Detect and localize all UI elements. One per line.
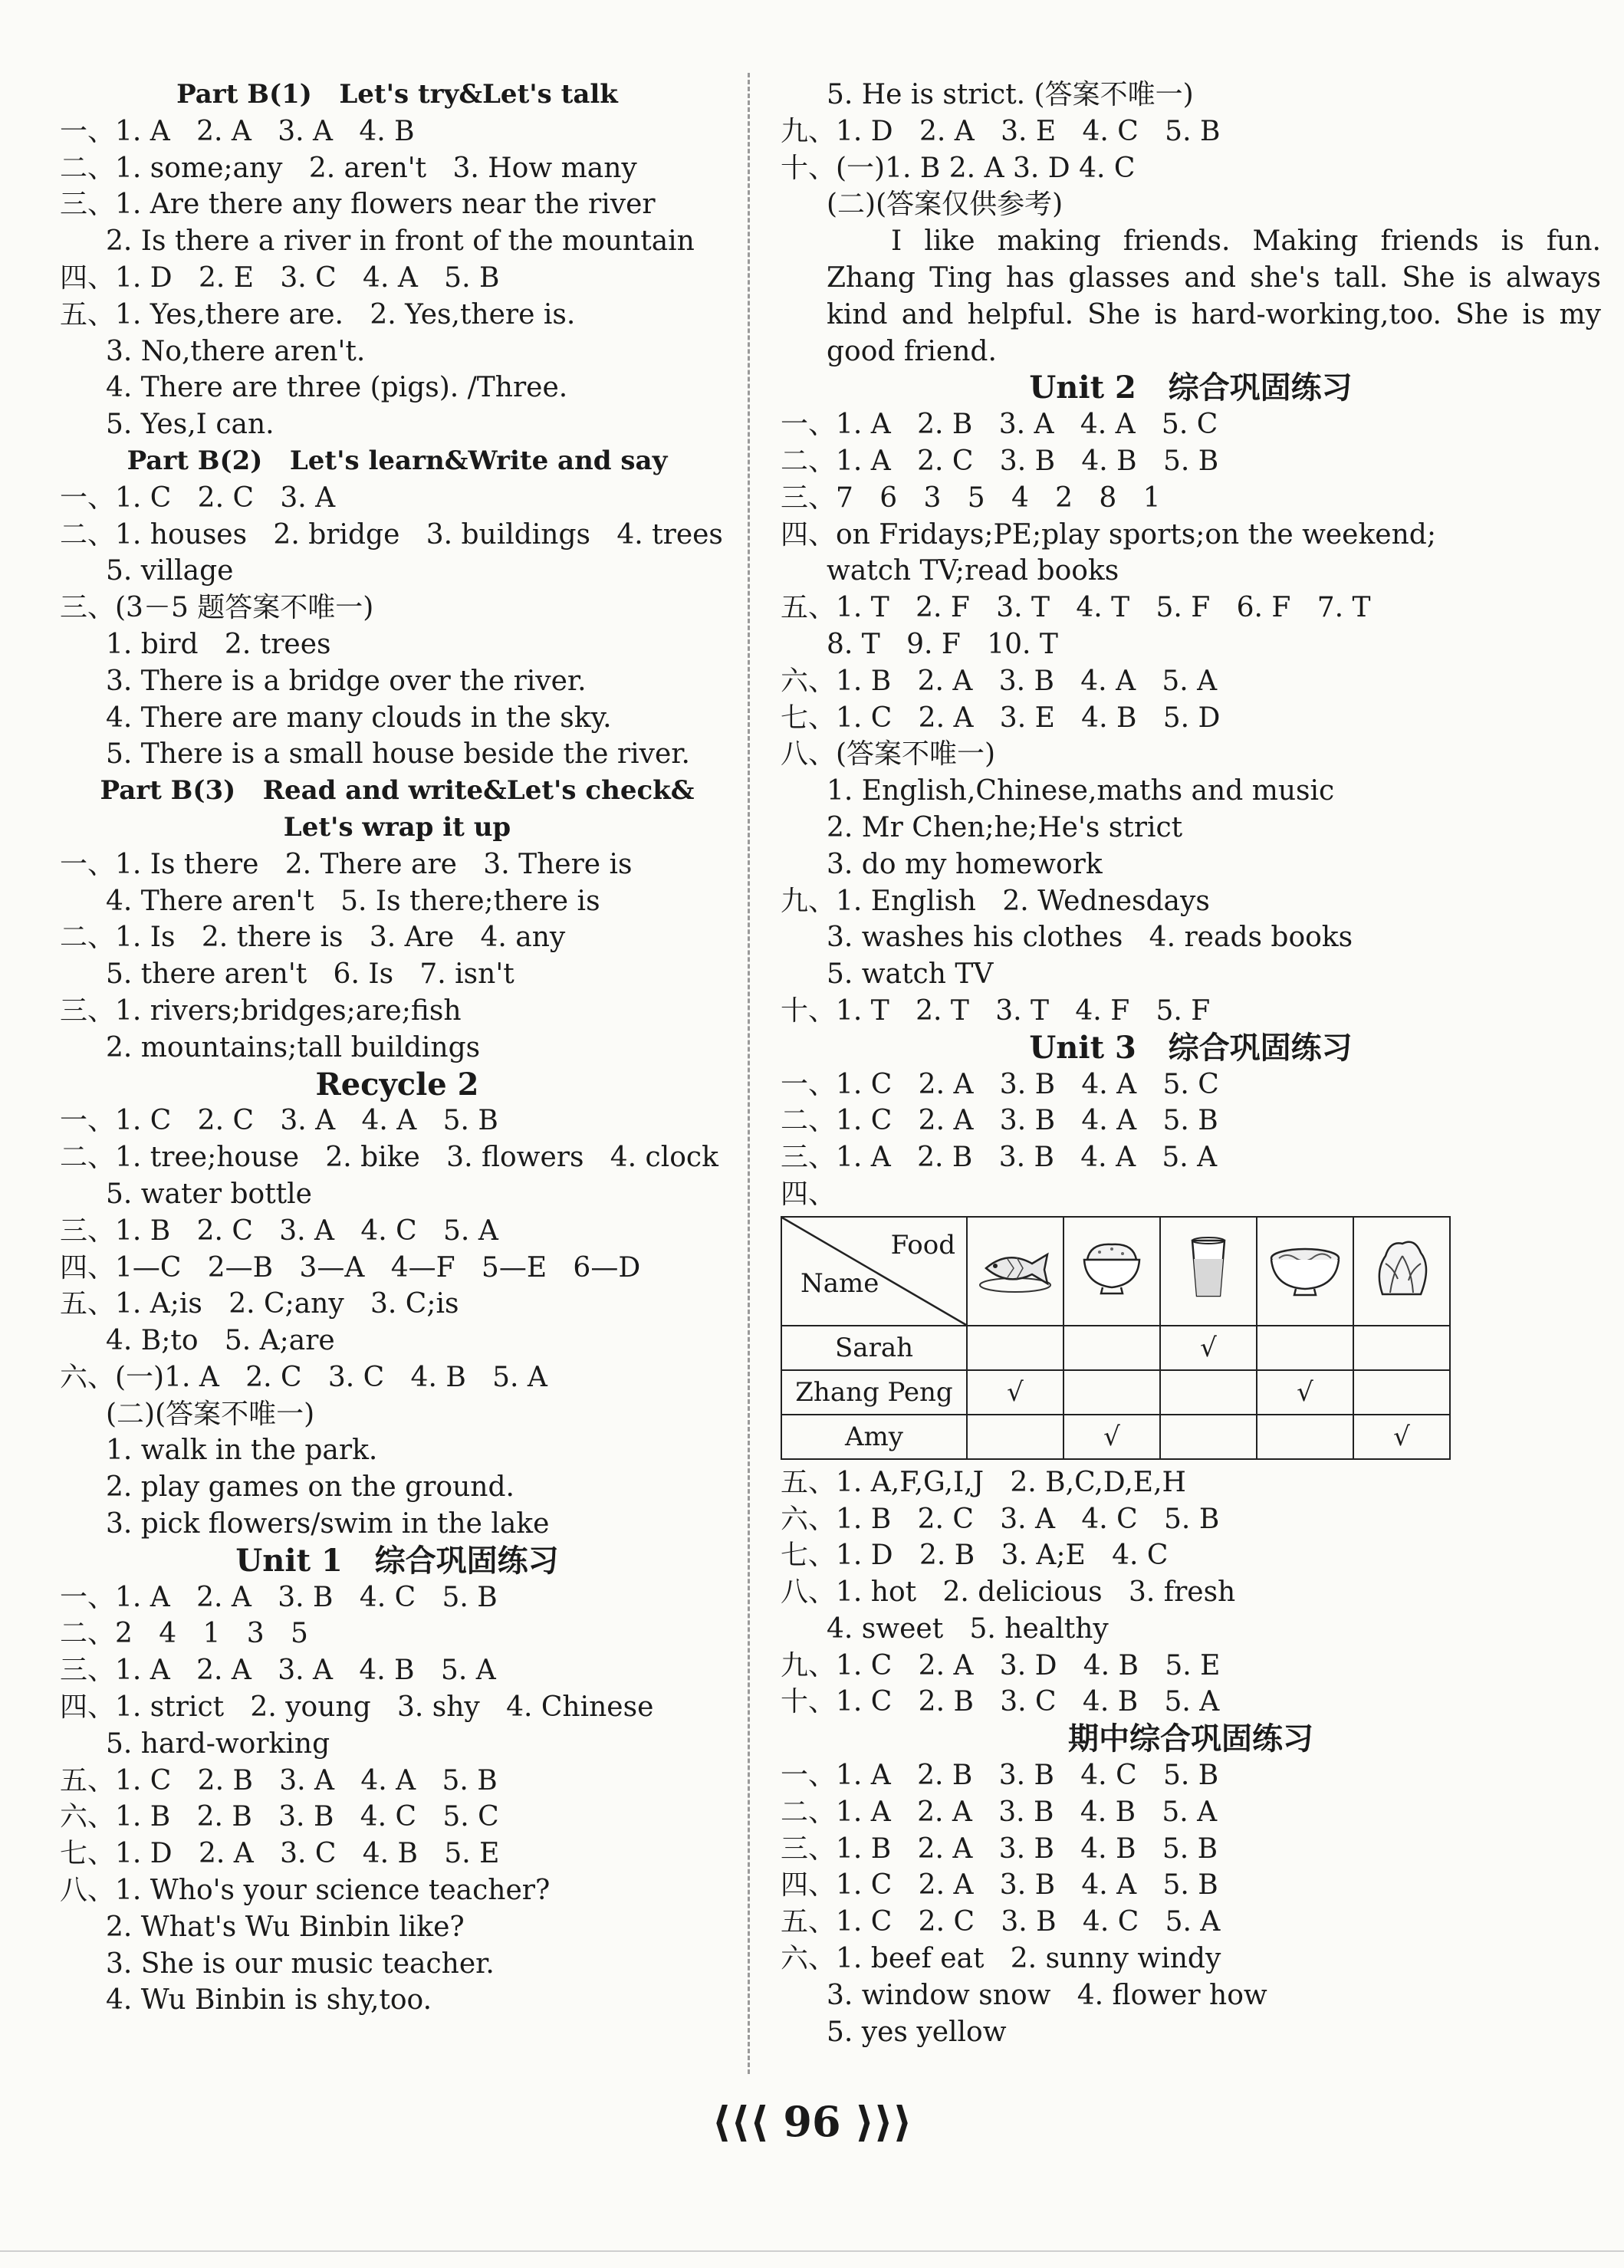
noodles-icon: [1257, 1217, 1353, 1326]
answer-line: 七、1. C 2. A 3. E 4. B 5. D: [781, 702, 1221, 734]
answer-line: 4. Wu Binbin is shy,too.: [106, 1984, 432, 2017]
answer-line: 三、1. Are there any flowers near the river: [60, 189, 656, 221]
answer-line: 1. English,Chinese,maths and music: [827, 775, 1335, 807]
page-number-text: 96: [783, 2097, 841, 2146]
table-row: [781, 1326, 1450, 1370]
check-cell: [1257, 1326, 1353, 1370]
section-heading: Unit 2 综合巩固练习: [1029, 370, 1353, 406]
check-cell: [1063, 1370, 1160, 1415]
answer-line: 4. There are three (pigs). /Three.: [106, 372, 568, 404]
check-cell: √: [1063, 1415, 1160, 1459]
answer-line: 4. There are many clouds in the sky.: [106, 702, 612, 734]
right-mid-block: [781, 370, 1601, 1212]
answer-line: 七、1. D 2. B 3. A;E 4. C: [781, 1540, 1169, 1572]
answer-line: 3. She is our music teacher.: [106, 1948, 495, 1980]
answer-line: 一、1. A 2. B 3. A 4. A 5. C: [781, 409, 1218, 441]
answer-line: 二、1. A 2. A 3. B 4. B 5. A: [781, 1796, 1218, 1828]
answer-line: 九、1. C 2. A 3. D 4. B 5. E: [781, 1649, 1221, 1681]
bottom-rule: [0, 2250, 1624, 2252]
answer-line: 5. water bottle: [106, 1178, 312, 1210]
answer-line: 2. What's Wu Binbin like?: [106, 1911, 465, 1943]
answer-line: 一、1. Is there 2. There are 3. There is: [60, 848, 633, 880]
table-header-row: [781, 1217, 1450, 1326]
answer-line: 二、1. A 2. C 3. B 4. B 5. B: [781, 445, 1219, 477]
answer-line: 八、1. hot 2. delicious 3. fresh: [781, 1576, 1236, 1609]
check-cell: √: [967, 1370, 1063, 1415]
answer-line: 五、1. A,F,G,I,J 2. B,C,D,E,H: [781, 1466, 1186, 1498]
answer-line: 一、1. A 2. A 3. B 4. C 5. B: [60, 1581, 498, 1613]
answer-line: 5. He is strict. (答案不唯一): [827, 79, 1194, 110]
sample-paragraph: I like making friends. Making friends is fun. Zhang Ting has glasses and she's tall. She is always kind and helpful. She is hard-working,too. She is my good friend.: [827, 225, 1601, 367]
answer-line: 5. There is a small house beside the river.: [106, 738, 690, 771]
answer-line: 1. walk in the park.: [106, 1435, 378, 1467]
header-name-label: Name: [800, 1267, 879, 1299]
header-food-label: Food: [890, 1229, 955, 1261]
answer-line: 2. mountains;tall buildings: [106, 1031, 481, 1063]
check-cell: √: [1257, 1370, 1353, 1415]
section-heading: Recycle 2: [315, 1066, 479, 1103]
answer-line: 4. sweet 5. healthy: [827, 1612, 1109, 1645]
column-divider: [748, 73, 750, 2074]
check-cell: [967, 1326, 1063, 1370]
answer-line: 二、1. C 2. A 3. B 4. A 5. B: [781, 1105, 1218, 1137]
answer-line: 三、1. B 2. C 3. A 4. C 5. A: [60, 1215, 498, 1247]
check-cell: √: [1353, 1415, 1450, 1459]
check-cell: [1353, 1326, 1450, 1370]
answer-line: 三、7 6 3 5 4 2 8 1: [781, 482, 1161, 514]
section-heading: Unit 3 综合巩固练习: [1029, 1029, 1353, 1066]
answer-line: (二)(答案仅供参考): [827, 189, 1063, 221]
answer-line: 八、1. Who's your science teacher?: [60, 1875, 551, 1907]
page-number: [0, 2097, 1624, 2146]
answer-line: 五、1. Yes,there are. 2. Yes,there is.: [60, 298, 576, 330]
answer-line: 4. There aren't 5. Is there;there is: [106, 885, 600, 917]
rice-bowl-icon: [1063, 1217, 1160, 1326]
check-cell: √: [1160, 1326, 1257, 1370]
answer-line: 5. hard-working: [106, 1727, 330, 1760]
answer-line: 二、1. some;any 2. aren't 3. How many: [60, 152, 637, 184]
right-column: [781, 77, 1601, 2050]
answer-line: 3. No,there aren't.: [106, 335, 366, 367]
answer-line: 九、1. English 2. Wednesdays: [781, 885, 1210, 917]
answer-line: 3. do my homework: [827, 848, 1103, 880]
answer-line: 一、1. A 2. A 3. A 4. B: [60, 115, 415, 147]
check-cell: [1353, 1370, 1450, 1415]
answer-line: 二、1. tree;house 2. bike 3. flowers 4. clock: [60, 1142, 718, 1174]
right-chevrons: ⟩⟩⟩: [840, 2097, 912, 2146]
answer-line: 三、1. A 2. A 3. A 4. B 5. A: [60, 1655, 496, 1687]
answer-line: 3. There is a bridge over the river.: [106, 665, 587, 697]
cabbage-icon: [1353, 1217, 1450, 1326]
answer-line: 六、1. B 2. B 3. B 4. C 5. C: [60, 1801, 499, 1833]
left-chevrons: ⟨⟨⟨: [712, 2097, 784, 2146]
answer-line: 十、1. C 2. B 3. C 4. B 5. A: [781, 1686, 1220, 1718]
table-row: [781, 1415, 1450, 1459]
section-heading: Let's wrap it up: [283, 811, 511, 843]
answer-line: 十、1. T 2. T 3. T 4. F 5. F: [781, 994, 1211, 1027]
answer-line: 六、1. beef eat 2. sunny windy: [781, 1943, 1221, 1975]
answer-line: 一、1. C 2. C 3. A: [60, 482, 336, 514]
answer-line: 五、1. A;is 2. C;any 3. C;is: [60, 1288, 459, 1320]
section-heading: Unit 1 综合巩固练习: [235, 1542, 559, 1579]
answer-line: watch TV;read books: [827, 555, 1119, 587]
answer-line: 五、1. C 2. C 3. B 4. C 5. A: [781, 1906, 1221, 1938]
answer-line: 三、1. A 2. B 3. B 4. A 5. A: [781, 1142, 1218, 1174]
check-cell: [1063, 1326, 1160, 1370]
answer-line: 5. village: [106, 555, 234, 587]
answer-line: 二、1. houses 2. bridge 3. buildings 4. trees: [60, 518, 723, 551]
diagonal-header-cell: [781, 1217, 967, 1326]
row-name-cell: Sarah: [781, 1326, 967, 1370]
section-heading: Part B(3) Read and write&Let's check&: [100, 775, 695, 807]
answer-line: 1. bird 2. trees: [106, 628, 331, 660]
answer-line: 四、1. strict 2. young 3. shy 4. Chinese: [60, 1691, 654, 1724]
answer-line: 2. Is there a river in front of the mountain: [106, 225, 695, 258]
right-bottom-block: [781, 1464, 1601, 2051]
answer-line: 二、1. Is 2. there is 3. Are 4. any: [60, 922, 566, 954]
answer-line: 8. T 9. F 10. T: [827, 628, 1058, 660]
check-cell: [1160, 1370, 1257, 1415]
answer-line: 二、2 4 1 3 5: [60, 1618, 308, 1650]
left-column: [60, 77, 735, 2019]
answer-line: 一、1. A 2. B 3. B 4. C 5. B: [781, 1760, 1219, 1792]
answer-line: 六、(一)1. A 2. C 3. C 4. B 5. A: [60, 1361, 547, 1393]
answer-line: 5. there aren't 6. Is 7. isn't: [106, 958, 514, 991]
answer-line: 3. washes his clothes 4. reads books: [827, 922, 1353, 954]
answer-line: 3. pick flowers/swim in the lake: [106, 1508, 550, 1540]
answer-line: 四、1. D 2. E 3. C 4. A 5. B: [60, 261, 500, 294]
answer-line: 三、1. B 2. A 3. B 4. B 5. B: [781, 1832, 1218, 1865]
answer-line: 3. window snow 4. flower how: [827, 1979, 1267, 2011]
check-cell: [967, 1415, 1063, 1459]
answer-line: 四、1. C 2. A 3. B 4. A 5. B: [781, 1869, 1218, 1902]
fish-icon: [967, 1217, 1063, 1326]
answer-line: 5. Yes,I can.: [106, 409, 275, 441]
answer-line: 四、: [781, 1178, 837, 1210]
answer-line: 四、on Fridays;PE;play sports;on the weekend;: [781, 518, 1436, 551]
section-heading: Part B(2) Let's learn&Write and say: [127, 445, 668, 476]
answer-line: 八、(答案不唯一): [781, 738, 996, 771]
answer-line: 5. watch TV: [827, 958, 994, 991]
water-glass-icon: [1160, 1217, 1257, 1326]
row-name-cell: Amy: [781, 1415, 967, 1459]
answer-line: 七、1. D 2. A 3. C 4. B 5. E: [60, 1838, 500, 1870]
row-name-cell: Zhang Peng: [781, 1370, 967, 1415]
answer-line: 六、1. B 2. C 3. A 4. C 5. B: [781, 1503, 1220, 1535]
answer-line: 五、1. T 2. F 3. T 4. T 5. F 6. F 7. T: [781, 592, 1371, 624]
check-cell: [1257, 1415, 1353, 1459]
answer-line: 一、1. C 2. C 3. A 4. A 5. B: [60, 1105, 498, 1137]
answer-line: 2. play games on the ground.: [106, 1471, 514, 1504]
answer-line: 4. B;to 5. A;are: [106, 1325, 335, 1357]
check-cell: [1160, 1415, 1257, 1459]
right-top-block: [781, 77, 1601, 223]
answer-line: 四、1—C 2—B 3—A 4—F 5—E 6—D: [60, 1251, 641, 1284]
table-row: [781, 1370, 1450, 1415]
answer-line: 三、(3－5 题答案不唯一): [60, 592, 374, 624]
section-heading: 期中综合巩固练习: [1068, 1721, 1313, 1757]
food-table: [781, 1216, 1451, 1460]
answer-line: 一、1. C 2. A 3. B 4. A 5. C: [781, 1068, 1219, 1100]
section-heading: Part B(1) Let's try&Let's talk: [176, 79, 618, 110]
answer-line: 三、1. rivers;bridges;are;fish: [60, 994, 462, 1027]
answer-line: (二)(答案不唯一): [106, 1398, 315, 1430]
answer-line: 十、(一)1. B 2. A 3. D 4. C: [781, 152, 1136, 184]
answer-line: 5. yes yellow: [827, 2016, 1007, 2048]
answer-line: 2. Mr Chen;he;He's strict: [827, 811, 1183, 843]
answer-line: 六、1. B 2. A 3. B 4. A 5. A: [781, 665, 1218, 697]
answer-line: 五、1. C 2. B 3. A 4. A 5. B: [60, 1764, 498, 1796]
answer-line: 九、1. D 2. A 3. E 4. C 5. B: [781, 115, 1221, 147]
